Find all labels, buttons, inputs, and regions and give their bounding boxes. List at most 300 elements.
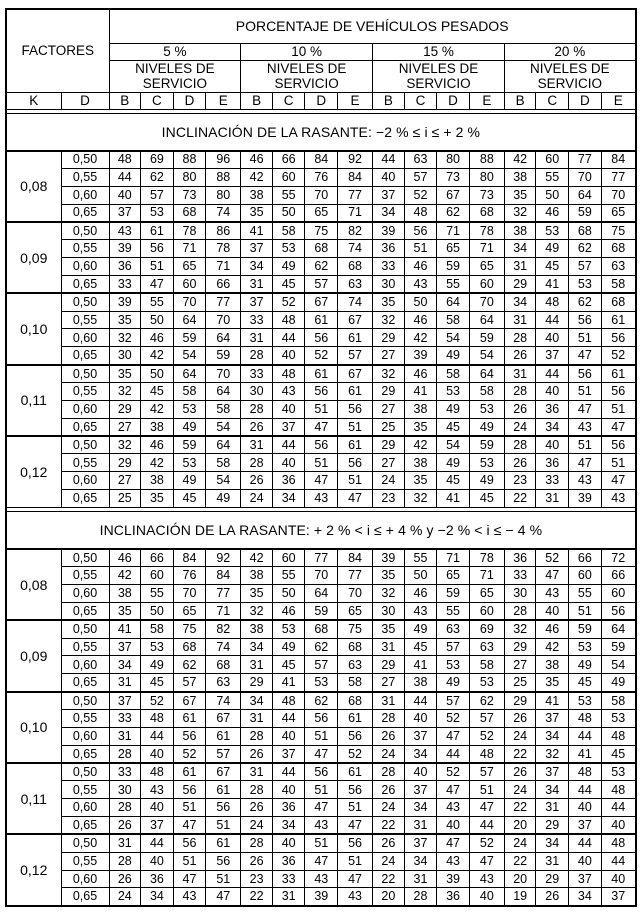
service-value: 55 <box>141 293 174 311</box>
level-d-header: D <box>305 92 338 109</box>
service-value: 34 <box>536 834 569 852</box>
service-value: 44 <box>141 834 174 852</box>
service-value: 64 <box>173 365 206 383</box>
service-value: 42 <box>141 454 174 472</box>
service-value: 36 <box>272 799 305 817</box>
service-value: 70 <box>173 585 206 603</box>
service-value: 47 <box>141 275 174 293</box>
service-value: 43 <box>569 418 602 436</box>
service-value: 74 <box>206 204 241 222</box>
service-value: 61 <box>601 311 636 329</box>
service-value: 48 <box>601 781 636 799</box>
service-value: 45 <box>173 490 206 508</box>
service-value: 26 <box>504 763 536 781</box>
service-value: 31 <box>109 727 141 745</box>
service-value: 78 <box>469 222 504 240</box>
table-row <box>6 638 636 656</box>
service-value: 47 <box>305 472 338 490</box>
service-value: 75 <box>305 222 338 240</box>
service-value: 61 <box>173 763 206 781</box>
service-value: 38 <box>536 656 569 674</box>
service-value: 40 <box>272 834 305 852</box>
pct-5-header: 5 % <box>109 43 241 60</box>
service-value: 53 <box>437 383 470 401</box>
service-value: 43 <box>601 490 636 508</box>
service-value: 46 <box>141 329 174 347</box>
niveles-header <box>109 60 241 92</box>
service-value: 64 <box>206 329 241 347</box>
service-value: 38 <box>141 418 174 436</box>
service-value: 27 <box>373 454 405 472</box>
service-value: 26 <box>109 817 141 835</box>
service-value: 24 <box>373 472 405 490</box>
service-value: 32 <box>404 490 437 508</box>
service-value: 46 <box>536 620 569 638</box>
service-value: 31 <box>109 674 141 692</box>
service-value: 44 <box>569 834 602 852</box>
service-value: 62 <box>173 656 206 674</box>
service-value: 47 <box>338 817 373 835</box>
service-value: 53 <box>536 222 569 240</box>
service-value: 70 <box>569 168 602 186</box>
service-value: 48 <box>141 710 174 728</box>
service-value: 50 <box>536 186 569 204</box>
service-value: 36 <box>272 852 305 870</box>
service-value: 35 <box>373 293 405 311</box>
service-value: 44 <box>469 817 504 835</box>
service-value: 65 <box>601 204 636 222</box>
service-value: 59 <box>206 347 241 365</box>
service-value: 66 <box>206 275 241 293</box>
section-title-row <box>6 113 636 151</box>
service-value: 39 <box>373 549 405 567</box>
service-value: 63 <box>338 656 373 674</box>
table-row <box>6 383 636 401</box>
d-value: 0,55 <box>61 311 109 329</box>
service-value: 63 <box>601 258 636 276</box>
service-value: 23 <box>373 490 405 508</box>
service-value: 52 <box>601 347 636 365</box>
service-value: 41 <box>109 620 141 638</box>
d-value: 0,55 <box>61 567 109 585</box>
service-value: 80 <box>437 151 470 169</box>
service-value: 59 <box>469 436 504 454</box>
service-value: 56 <box>305 383 338 401</box>
service-value: 63 <box>338 275 373 293</box>
service-value: 47 <box>206 888 241 906</box>
service-value: 46 <box>272 602 305 620</box>
service-value: 66 <box>141 549 174 567</box>
service-value: 33 <box>373 258 405 276</box>
service-value: 67 <box>338 365 373 383</box>
service-value: 52 <box>437 710 470 728</box>
section-title: INCLINACIÓN DE LA RASANTE: + 2 % < i ≤ + 4 % y −2 % < i ≤ − 4 % <box>6 511 636 549</box>
service-value: 52 <box>305 347 338 365</box>
table-row <box>6 240 636 258</box>
service-value: 52 <box>141 692 174 710</box>
table-row <box>6 620 636 638</box>
service-value: 59 <box>437 258 470 276</box>
service-value: 32 <box>109 329 141 347</box>
service-value: 54 <box>601 656 636 674</box>
service-value: 57 <box>141 186 174 204</box>
d-value: 0,50 <box>61 222 109 240</box>
service-value: 26 <box>373 834 405 852</box>
d-value: 0,50 <box>61 436 109 454</box>
service-value: 49 <box>569 656 602 674</box>
service-value: 47 <box>601 472 636 490</box>
service-value: 26 <box>536 888 569 906</box>
service-value: 58 <box>206 400 241 418</box>
service-value: 45 <box>141 383 174 401</box>
service-value: 56 <box>305 710 338 728</box>
service-value: 32 <box>373 365 405 383</box>
service-value: 20 <box>504 817 536 835</box>
k-value: 0,10 <box>6 692 61 763</box>
table-row <box>6 436 636 454</box>
service-value: 60 <box>536 151 569 169</box>
service-value: 39 <box>404 347 437 365</box>
service-value: 24 <box>373 852 405 870</box>
service-value: 28 <box>241 834 273 852</box>
service-value: 80 <box>173 168 206 186</box>
d-value: 0,55 <box>61 383 109 401</box>
service-value: 43 <box>141 781 174 799</box>
service-value: 33 <box>504 567 536 585</box>
service-value: 47 <box>173 870 206 888</box>
level-c-header: C <box>272 92 305 109</box>
service-value: 37 <box>241 293 273 311</box>
service-value: 47 <box>338 490 373 508</box>
d-value: 0,65 <box>61 490 109 508</box>
service-value: 88 <box>469 151 504 169</box>
service-value: 71 <box>173 240 206 258</box>
service-value: 77 <box>601 168 636 186</box>
service-value: 43 <box>109 222 141 240</box>
service-value: 57 <box>338 347 373 365</box>
service-value: 57 <box>437 692 470 710</box>
service-value: 67 <box>173 692 206 710</box>
service-value: 58 <box>141 620 174 638</box>
k-value: 0,12 <box>6 436 61 507</box>
k-value: 0,08 <box>6 151 61 222</box>
service-value: 70 <box>305 567 338 585</box>
service-value: 46 <box>404 365 437 383</box>
service-value: 53 <box>437 656 470 674</box>
service-value: 47 <box>305 418 338 436</box>
k-value: 0,11 <box>6 763 61 834</box>
service-value: 31 <box>536 799 569 817</box>
k-value: 0,11 <box>6 365 61 436</box>
service-value: 57 <box>404 168 437 186</box>
service-value: 53 <box>305 674 338 692</box>
level-c-header: C <box>536 92 569 109</box>
service-value: 61 <box>141 222 174 240</box>
service-value: 48 <box>141 763 174 781</box>
service-value: 20 <box>373 888 405 906</box>
service-value: 61 <box>206 781 241 799</box>
service-value: 35 <box>404 418 437 436</box>
service-value: 40 <box>601 870 636 888</box>
service-value: 55 <box>569 585 602 603</box>
service-value: 39 <box>109 293 141 311</box>
service-value: 45 <box>141 674 174 692</box>
service-value: 42 <box>504 151 536 169</box>
service-value: 59 <box>569 620 602 638</box>
table-row <box>6 418 636 436</box>
table-row <box>6 692 636 710</box>
d-value: 0,65 <box>61 674 109 692</box>
service-value: 29 <box>241 674 273 692</box>
service-value: 37 <box>536 763 569 781</box>
d-value: 0,50 <box>61 293 109 311</box>
k-value: 0,12 <box>6 834 61 905</box>
service-value: 56 <box>404 222 437 240</box>
service-value: 56 <box>338 400 373 418</box>
service-value: 49 <box>437 400 470 418</box>
service-value: 43 <box>536 585 569 603</box>
service-value: 27 <box>109 472 141 490</box>
service-value: 29 <box>536 817 569 835</box>
service-level-table <box>5 8 637 907</box>
service-value: 29 <box>504 638 536 656</box>
service-value: 65 <box>469 585 504 603</box>
service-value: 57 <box>305 275 338 293</box>
pct-10-header: 10 % <box>241 43 373 60</box>
service-value: 58 <box>338 674 373 692</box>
service-value: 78 <box>206 240 241 258</box>
level-b-header: B <box>241 92 273 109</box>
service-value: 50 <box>141 602 174 620</box>
service-value: 47 <box>173 817 206 835</box>
service-value: 26 <box>241 799 273 817</box>
service-value: 38 <box>241 567 273 585</box>
service-value: 43 <box>305 870 338 888</box>
service-value: 84 <box>206 567 241 585</box>
service-value: 35 <box>109 311 141 329</box>
service-value: 56 <box>141 240 174 258</box>
service-value: 40 <box>469 888 504 906</box>
service-value: 53 <box>272 620 305 638</box>
service-value: 70 <box>206 365 241 383</box>
service-value: 63 <box>469 638 504 656</box>
service-value: 54 <box>206 472 241 490</box>
service-value: 56 <box>173 834 206 852</box>
service-value: 22 <box>504 490 536 508</box>
service-value: 44 <box>141 727 174 745</box>
service-value: 55 <box>536 168 569 186</box>
table-row <box>6 710 636 728</box>
service-value: 40 <box>601 817 636 835</box>
service-value: 70 <box>173 293 206 311</box>
service-value: 67 <box>305 293 338 311</box>
service-value: 70 <box>305 186 338 204</box>
service-value: 48 <box>404 204 437 222</box>
service-value: 71 <box>469 240 504 258</box>
service-value: 61 <box>338 436 373 454</box>
service-value: 62 <box>569 240 602 258</box>
service-value: 35 <box>404 472 437 490</box>
service-value: 68 <box>601 293 636 311</box>
d-value: 0,60 <box>61 799 109 817</box>
service-value: 35 <box>241 585 273 603</box>
service-value: 64 <box>305 585 338 603</box>
table-row <box>6 656 636 674</box>
service-value: 49 <box>437 347 470 365</box>
service-value: 53 <box>469 454 504 472</box>
service-value: 29 <box>109 454 141 472</box>
table-row <box>6 400 636 418</box>
service-value: 67 <box>338 311 373 329</box>
table-row <box>6 329 636 347</box>
service-value: 41 <box>404 383 437 401</box>
service-value: 33 <box>241 365 273 383</box>
service-value: 48 <box>569 763 602 781</box>
service-value: 24 <box>109 888 141 906</box>
niveles-label: NIVELES DE SERVICIO <box>135 60 215 92</box>
service-value: 27 <box>373 400 405 418</box>
service-value: 49 <box>141 656 174 674</box>
service-value: 51 <box>338 472 373 490</box>
service-value: 31 <box>241 329 273 347</box>
service-value: 88 <box>173 151 206 169</box>
service-value: 65 <box>437 240 470 258</box>
service-value: 34 <box>504 240 536 258</box>
service-value: 76 <box>173 567 206 585</box>
service-value: 68 <box>469 204 504 222</box>
service-value: 27 <box>109 418 141 436</box>
service-value: 60 <box>469 275 504 293</box>
service-value: 44 <box>601 799 636 817</box>
service-value: 54 <box>173 347 206 365</box>
service-value: 24 <box>504 727 536 745</box>
service-value: 55 <box>141 585 174 603</box>
service-value: 32 <box>109 436 141 454</box>
service-value: 34 <box>536 418 569 436</box>
service-value: 73 <box>173 186 206 204</box>
service-value: 74 <box>338 240 373 258</box>
service-value: 41 <box>404 656 437 674</box>
table-row <box>6 204 636 222</box>
service-value: 27 <box>504 656 536 674</box>
d-value: 0,60 <box>61 329 109 347</box>
service-value: 43 <box>569 472 602 490</box>
service-value: 84 <box>601 151 636 169</box>
service-value: 59 <box>601 638 636 656</box>
service-value: 64 <box>437 293 470 311</box>
service-value: 33 <box>272 870 305 888</box>
service-value: 38 <box>241 620 273 638</box>
d-value: 0,65 <box>61 275 109 293</box>
service-value: 51 <box>569 602 602 620</box>
service-value: 53 <box>173 400 206 418</box>
service-value: 29 <box>536 870 569 888</box>
service-value: 44 <box>109 168 141 186</box>
service-value: 50 <box>404 567 437 585</box>
service-value: 45 <box>469 490 504 508</box>
service-value: 64 <box>469 311 504 329</box>
service-value: 61 <box>338 329 373 347</box>
service-value: 37 <box>536 710 569 728</box>
service-value: 35 <box>536 674 569 692</box>
service-value: 64 <box>601 620 636 638</box>
service-value: 70 <box>601 186 636 204</box>
service-value: 62 <box>305 638 338 656</box>
service-value: 84 <box>305 151 338 169</box>
service-value: 26 <box>504 454 536 472</box>
service-value: 53 <box>469 400 504 418</box>
service-value: 56 <box>338 834 373 852</box>
service-value: 45 <box>437 418 470 436</box>
table-row <box>6 365 636 383</box>
niveles-label: NIVELES DE SERVICIO <box>530 60 610 92</box>
service-value: 32 <box>504 620 536 638</box>
section-title-row <box>6 511 636 549</box>
service-value: 33 <box>109 275 141 293</box>
service-value: 73 <box>437 168 470 186</box>
service-value: 48 <box>272 692 305 710</box>
service-value: 62 <box>569 293 602 311</box>
service-value: 59 <box>305 602 338 620</box>
table-row <box>6 186 636 204</box>
service-value: 57 <box>206 745 241 763</box>
service-value: 44 <box>569 781 602 799</box>
service-value: 22 <box>504 745 536 763</box>
service-value: 77 <box>206 585 241 603</box>
niveles-label: NIVELES DE SERVICIO <box>266 60 347 92</box>
service-value: 71 <box>469 567 504 585</box>
service-value: 37 <box>536 347 569 365</box>
service-value: 51 <box>305 834 338 852</box>
service-value: 47 <box>305 745 338 763</box>
service-value: 39 <box>109 240 141 258</box>
service-value: 47 <box>536 567 569 585</box>
service-value: 40 <box>536 329 569 347</box>
service-value: 38 <box>504 222 536 240</box>
service-value: 31 <box>404 817 437 835</box>
service-value: 33 <box>109 763 141 781</box>
service-value: 46 <box>404 311 437 329</box>
service-value: 29 <box>373 656 405 674</box>
service-value: 40 <box>272 781 305 799</box>
service-value: 43 <box>437 799 470 817</box>
service-value: 31 <box>373 692 405 710</box>
service-value: 28 <box>504 383 536 401</box>
service-value: 77 <box>338 567 373 585</box>
service-value: 68 <box>173 204 206 222</box>
service-value: 60 <box>141 567 174 585</box>
service-value: 78 <box>469 549 504 567</box>
service-value: 65 <box>173 602 206 620</box>
service-value: 61 <box>338 710 373 728</box>
service-value: 22 <box>504 852 536 870</box>
service-value: 48 <box>536 293 569 311</box>
service-value: 38 <box>404 674 437 692</box>
service-value: 56 <box>173 781 206 799</box>
service-value: 43 <box>305 817 338 835</box>
service-value: 31 <box>241 763 273 781</box>
service-value: 43 <box>305 490 338 508</box>
service-value: 48 <box>272 365 305 383</box>
service-value: 31 <box>504 365 536 383</box>
niveles-header <box>241 60 373 92</box>
service-value: 58 <box>437 311 470 329</box>
service-value: 71 <box>437 222 470 240</box>
service-value: 66 <box>601 567 636 585</box>
service-value: 40 <box>437 817 470 835</box>
service-value: 34 <box>569 888 602 906</box>
service-value: 72 <box>601 549 636 567</box>
